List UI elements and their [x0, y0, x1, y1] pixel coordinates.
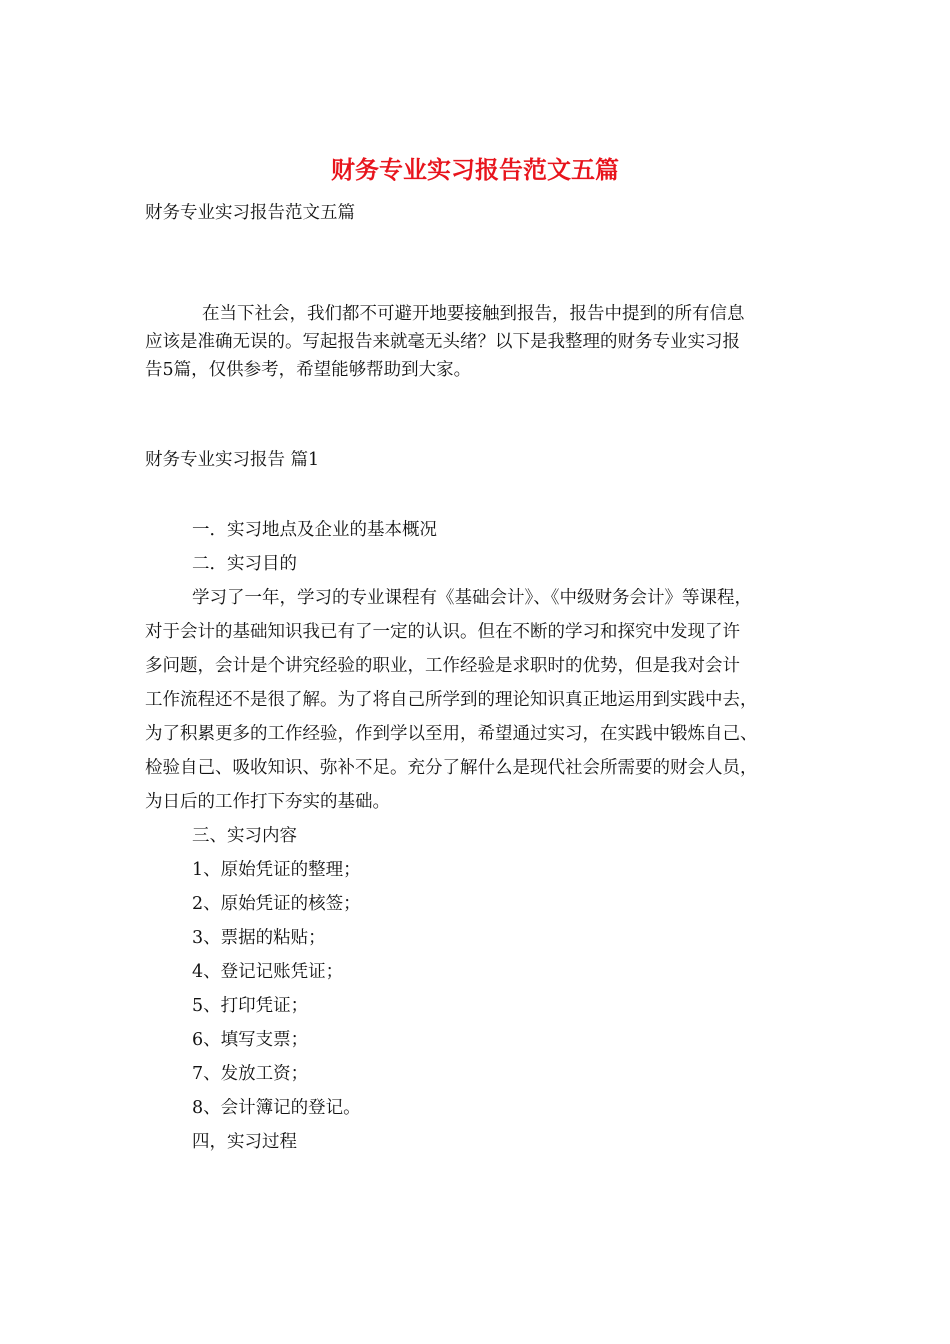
list-item: 2、原始凭证的核签；	[192, 894, 361, 914]
report-body	[145, 513, 825, 1159]
heading-location: 一．实习地点及企业的基本概况	[192, 520, 437, 540]
section-heading: 财务专业实习报告 篇1	[145, 450, 320, 470]
list-item: 4、登记记账凭证；	[192, 962, 344, 982]
purpose-line: 多问题，会计是个讲究经验的职业，工作经验是求职时的优势，但是我对会计	[145, 656, 740, 676]
heading-purpose: 二．实习目的	[192, 554, 297, 574]
purpose-line: 对于会计的基础知识我已有了一定的认识。但在不断的学习和探究中发现了许	[145, 622, 740, 642]
purpose-line: 为日后的工作打下夯实的基础。	[145, 792, 390, 812]
purpose-line: 工作流程还不是很了解。为了将自己所学到的理论知识真正地运用到实践中去，	[145, 690, 758, 710]
purpose-line: 学习了一年，学习的专业课程有《基础会计》、《中级财务会计》等课程，	[192, 588, 752, 608]
heading-process: 四，实习过程	[192, 1132, 297, 1152]
list-item: 7、发放工资；	[192, 1064, 309, 1084]
heading-content: 三、实习内容	[192, 826, 297, 846]
list-item: 6、填写支票；	[192, 1030, 309, 1050]
document-subtitle: 财务专业实习报告范文五篇	[145, 203, 355, 223]
list-item: 3、票据的粘贴；	[192, 928, 326, 948]
intro-line: 在当下社会，我们都不可避开地要接触到报告，报告中提到的所有信息	[202, 304, 745, 324]
list-item: 5、打印凭证；	[192, 996, 309, 1016]
intro-paragraph	[145, 300, 805, 384]
list-item: 1、原始凭证的整理；	[192, 860, 361, 880]
purpose-line: 为了积累更多的工作经验，作到学以至用，希望通过实习，在实践中锻炼自己、	[145, 724, 758, 744]
list-item: 8、会计簿记的登记。	[192, 1098, 361, 1118]
intro-line: 应该是准确无误的。写起报告来就毫无头绪？以下是我整理的财务专业实习报	[145, 332, 740, 352]
purpose-line: 检验自己、吸收知识、弥补不足。充分了解什么是现代社会所需要的财会人员，	[145, 758, 758, 778]
document-title: 财务专业实习报告范文五篇	[331, 155, 619, 184]
intro-line: 告5篇，仅供参考，希望能够帮助到大家。	[145, 360, 472, 380]
